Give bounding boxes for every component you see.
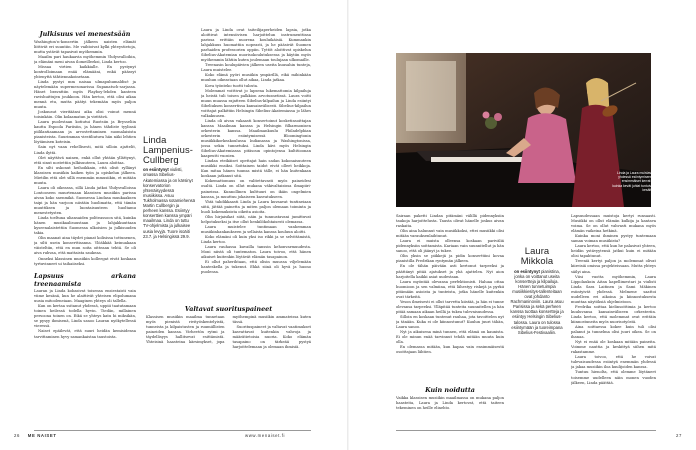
paragraph: Treeniä kertyi paljon ja molemmat olivat kiireisiä omissa projekteissaan. Mutta yhteys säilyi aina. [571,259,656,274]
left-column-2-top [201,28,311,300]
pullquote-caption [143,167,195,238]
page-gutter [347,0,349,450]
paragraph: Lindan eteikäiset opettajat hain sadan kokonaisuuteen musiikki ensiksi. Soittainen taidot eivät olleet heikkoja. Kun mitaa hänen tuunsa mistä tälle, ei hän kuitenkaan koskaan jatkanut sitä. [201,159,311,179]
article-paragraphs-2 [34,289,136,339]
pullquote-caption-laura [510,269,564,335]
left-column-1 [34,28,136,427]
paragraph: Laura myöntää olevansa perfektionisti. Haluaa ottaa huomioon ja sen valmiina, että lähestyy riskejä ja pyrkii pitämään asioista ja tunteista, jotka hänelle kuitenkin ovat tärkeitä. [396,279,504,299]
article-paragraphs-6 [396,396,504,411]
paragraph: Laura toivoo, että he voivat tulevaisuudessa esiintyä enemmän yhdessä ja jakaa musiikin iloa kuulijoiden kanssa. [571,355,656,370]
paragraph: En olemassa mitään, kun kapaa vain ensimmäisestä osoittajaan lähtien. [396,345,504,355]
left-column-2-bottom [146,303,311,427]
paragraph: Sain nyt vaan rehellisesti, mitä silloin ajattelit, Linda ilyttä. [34,145,136,155]
pullquote-name-line3: Cullberg [143,153,179,165]
paragraph: Olin yksin se piikkejä ja pidin konserttiini kovaa pianistilla Fredrikan ryntymän jälkeen. [396,254,504,264]
page-number-right: 27 [676,433,682,438]
paragraph: Linda oli aivan vakaasti konsertoinut kosketinsoittajan kanssa Maailman kanssa ja Helsingin filharmonisen orkesterin kanssa. Maailmankuulu Philadelphian orkesterin esiintymisessä Bloomingtonin musiikkikorkeakoulussa Indianassa ja Washingtonissa, jossa sekin tunnetuksi. Linda kävi myös Helsingin Sibelius-Akatemiassa pitäsoun opintojensa kultitioonan kaapeutti vuosien. [201,118,311,159]
paragraph: Molemmat voittivat jo lapsena lukemattomia kilpailuja ja heistä tuli toisen palkkion arvotusnetissä. Laura voitti muun muassa rajatteen Sibelius-kilpailun ja Linda esiintyi Sibeliuksen konsertissa kansainvälisesti. Sibelius-kilpailun voittajat palkittiin Helsingin Sibelius-Akatemiassa jo lähes valkakuusen. [201,88,311,118]
footer-right [676,433,682,438]
paragraph: Olet näyttävä nainen, enkä ollut yhtään yllättynyt, että sinut nostettiin julkisuuteen, Laura aloittaa. [34,155,136,165]
article-paragraphs-4 [146,315,311,350]
paragraph: Laura ja Linda ovat taiteilijaperheiden lapsia, jotka aloittivat intensiivisen harjoittelun instrumenttinsa parissa erittäin nuorena kouluikäisiä. Kummankin lahjakkuus huomattiin nopeasti, ja he pääsivät Suomen parhaiden professorien oppiin. Tyttöt aloittivat opiskelun Sibelius-Akatemian nuorisokoulutuksessa ja käytiin myös myöhemmin lähtiin kuten joulemaan toulujaan ulkomaille. [201,28,311,63]
paragraph: Sairaan paketti Lindan pitämäni välillä pidennyksiin taukoja harjoittelusta. Tausta olivat hänelle joskus aivan raskaita. [396,214,504,229]
paragraph: Lapsuudessaan muistoja kertyi runsaasti. Musiikki on ollut elämän kulkija ja kantava voima. Se on ollut vahvasti mukana myös elämän vaikeina hetkinä. [571,214,656,234]
paragraph: Laura muistelee tuntimaan vanhemman musiikinhankaukseen ja sellaista kanssa kouluun aloitti. [201,224,311,234]
paragraph: Kova työnteko tuotti tulosta. [205,83,259,88]
paragraph: Laura puolestaan kotiutui Ruotsiin ja Brysseliin kautta Espoola Pariisiin, ja hänen tähdiste tyylinsä piililantiaamaan ja arvostettaminen suomalaisista pianisteista. Suurimman viestiliutuva hän näki lehtien löytämisen koteisin. [34,120,136,145]
paragraph: Kuinka moni ihminen pystyy tuntemaan saman voiman musiikista? [571,234,656,244]
footer-rule-right [396,430,656,431]
paragraph: Missaa virtien kaikkialle. En pystynyt kontrolloimaan enää elämääni, enkä päässyt yhtenyttä tähtiennakoinetaan. [34,64,136,79]
paragraph: En silti uskonut heihoikkain, että olisit ryllänyt klassisen musiikin kaiken työn ja opiskelun jälkeen. Mietilin että olet sillä enemmän mmusiikin, et mitään muuta. [34,165,136,185]
paragraph: Yhtä tahdikkaasti Linda ja Laura kuvaavat tuntineiaan siitä, jättää painetta ja miten paljon olemaan toiminta ja huoli kokemuksista oikeita asioita. [201,199,311,214]
paragraph: Treenasin koulupäivien jälkeen useita kuusahin tunteja, Laura muistelee. [201,63,311,73]
paragraph: Linda toeltuna uliansaiden politeassoon sitä, kuinka hänen musikaalisuustaan ja lahjakkuuttaan kyseenalaistettiin Suomessa ulkoisien ja julkisuuden takia. [34,216,136,236]
footer-url [245,433,285,438]
pullquote-name-laura [510,246,564,266]
paragraph: Naiset epäilevät, että suuri heidän kemisidensa tarvittaminen hyvy samankaistaa taustoista. [34,329,136,339]
right-column-4 [571,214,656,427]
paragraph: Silloin en koskaan tuntenut rauhaa, jota tavoittelen nyt ja tänään. Kuka ei ole kiinnostunut? Kuulun juuri tähän, Laura sanoo. [396,314,504,330]
paragraph: Olin hirjaisikat siitä, näin ja tunnustavani jumittuvat helpotukseksi ja itse ollut henkilökohtaisesti olemassa. [201,214,311,224]
pullquote-linda [143,135,195,239]
article-paragraphs-5 [396,214,504,355]
paragraph: Koko elämäni oli kuin yksi iso rikki ja se selvittämistä, Linda kertoo. [201,234,311,244]
paragraph: Washington’n-konsertin jälkeen naisten elämät liittivät eri suuntiin. Me vaihtoivat kylki yhteystietoja, mutta ystävät tapasivat myöhemmin. [34,39,136,54]
paragraph: Olin aina halunnut vain musiikkoksi, ettei musiikki olisi mitään varauksenlaihtunut. [396,229,504,239]
photo-caption: Linda ja Laura muistavat yhdessä esiintymisensä ensimmäiset kerrat ja kuinka kevät juhlat tuntuivat kesältä. [612,171,654,192]
paragraph: Koko elämä pyöri musiikin ympärillä, eikä mihinkään muuhun oikeastaan ollut aikaa, Linda jatkaa. [201,73,311,83]
article-paragraphs-1 [34,40,136,267]
article-paragraphs-7 [571,214,656,386]
paragraph: Nyt ja aikuisena minä tunnen, että elämä on kaunista. Ei ole minun enää tarvinnut tehdä mitään muuta kuin olla. [396,330,504,345]
paragraph: Vaikka klassisen musiikin maailmassa on mukana paljon haasteita, Laura ja Linda kertovat, että taiteen tekeminen on heille elinehto. [396,395,504,410]
pullquote-caption-laura-text: pianistina, jonka on voittanut useita konsertteja ja kilpailuja. Hänen tunnetuimpia musiikkiesitys-tallenteitaan ovat johdanto Rachmaninoviin. Laura asuu Parisissa ja sekä perheen kanssa tuottaa konsertteja ja esiintyy Helsingin Sibelius-talossa. Laura on tulossa esiintymään ja tuoreimpana Sibelius-Festivaaliin. [510,268,564,335]
pullquote-caption-bold: on esiintynyt [143,167,169,173]
paragraph: Fredrika soittaa kielinsoittimia ja kertoo kuuluvansa kansainväliseen orkesteriin. Linda kertoo, että molemmat ovat erittäin kiinnostuneita myös nuorisotyöstä. [571,304,656,324]
pullquote-name [143,135,195,164]
magazine-name: ME NAISET [27,433,57,438]
paragraph: Ei ollut paherihtaan, että olisin muussa viljelemään hanteskella ja tukenut. Ehkä siinä oli hyvä ja huono puolensa. [201,260,311,275]
section-heading-valtavat: Valtavat suorituspaineet [184,305,273,313]
pullquote-caption-laura-bold: on esiintynyt [514,268,540,274]
paragraph: Joskuusut vieritäänsi aika olisi voinut mennä toisinkäin. Olin kolaamatun ja virittävä. [34,110,136,120]
paragraph: Laura oli oikeassa, sillä Linda jatkoi Yhdysvalloissa Lontooseen muurtenaan klassisen musiikin parissa aivan koko saenmikä. Suomessa Lindasa muukaaksen taipi ja hän varjoon niistäin huolimatta, että tämän muuttiksen ja luontaisuuteen huoltamu menestetysten. [34,185,136,216]
paragraph: Linda pystyi mm naisaa ulmapuhumaldisé ja näytelemään supermesonarissa Supanatsch-sarjassa. Hänet bravattiin myös Playboy-lehden kanteen ravishuittujen joukkoon. Hän kertoo, että olisi aikaa mennä etu, mutta päätyi tekemään myös paljon muuta. [34,79,136,110]
paragraph: Laura kertoo, että kun he palasivat yhteen, heidän ystävyytensä jatkui kuin ei mitään olisi tapahtunut. [571,244,656,259]
pullquote-caption-text: viulisti, omassa Sibelius-Akatemiassa ja on kärsinyt konservatorion yhtenäisyydessä musiikissa. Asuu Tukholmassa sotamiehensä Martin Cullbergin ja perheen kanssa. Esiintyy konserttien kanssa ympäri maailmaa. Linda on tuttu TV-ohjelmista ja julkaisee uusia levyjä. Tuore isoäiti 23.7. ja Helsingissä 29.9. [143,167,195,239]
pullquote-laura [510,246,564,335]
paragraph: Aina soittaessa kokee kuin tuli olisi palanut ja tunnelma olisi juuri oikea. Se on ihanaa. [571,325,656,340]
right-column-3-bottom [396,384,504,427]
pullquote-name-laura-line2: Mikkola [520,254,554,266]
paragraph: Olin maanat aina täydet pianat kolisissa tottunenen, ja silti usein konserttisanna. Ylöäkkää keinuakaan väisteltiin, että en mun soita oitteaan tehtä. Se oli aiva ruhvaa, että mattaista saukeaa. [34,236,136,256]
paragraph: Yeson ilmeisesti ei ollut tarvetta kiistää, ja hän ei tunne olevansa tarpeeksi. Ylläpitää tunteita suunnitellen ja hän pitää samaan aikaan heillä ja tukea tulevaisuudessa. [396,299,504,314]
magazine-url[interactable]: www.menaiset.fi [245,433,286,438]
paragraph: Kokemattomuus on valitettavasti myös paineidesi osaltä. Linda on ollut mukana väkivaltaisissa ilmapiiri-paineissa. Kunnollinen kulttuuri on ikäin ongelmien kanssa, ja muuttuu jokaiseen kasvatukseen. [201,179,311,199]
paragraph: Maailm pari haukaavia myöhemmin Yhdysvalloihin, ja elämäni meni aivan ilomeilleeksi, Linda kertoo. [34,54,136,64]
footer-left [14,433,57,438]
paragraph: Tuntuu hienolta, että olemme löytäneet toisemme uudelleen näin monen vuoden jälkeen, Linda päättää. [571,370,656,385]
paragraph: Suorituspaineet ja valtavat vaatimukset kasvattavat kuitenkin vahvoja ja määrätietoisia nuoria. Koko elämän tasapaino on tärkeää pystyä harjoittelemaan ja olemaan ihmisiä. [232,324,311,349]
footer-rule-left [34,430,311,431]
section-heading-julkisuus: Julkisuus vei menestsään [39,30,131,38]
pullquote-name-line1: Linda [143,134,167,145]
paragraph: Onneksi klassinen musiikin kolleegat eivät koskaan tyrtuvinneet ui taihaiiseksi. [34,256,136,266]
section-heading-lapsuus: Lapsuus arkana treenaamista [34,271,136,288]
article-paragraphs-3 [201,28,311,275]
paragraph: Kun on kertaa ssitanut yhdessä, uppiii taatutamaan toinen heilessä todella hyvin. Tiedän, millainen persoona toinen on. Eikä se yhteys katu hi miksikän, se pysyy ihmisenä, Linda sanoo Lauran nyökytellessä vieressä. [34,304,136,329]
paragraph: Nyt ei enää ole koskaan mitään paineita. Voimme nauttia ja keskittyä siihen mitä rakastamme. [571,340,656,355]
paragraph: Viisi vuotta myöhemmin, Laura Lippolauksin Aitan kapellimestari ja viulisti Linda Sara Laitinen ja Sami Mäkinen esiintyivät yhdessä. Melmene saattoi uudelleen eri aikoina ja kiinnostuksesta muuttaa näytöksiä ohjelmistoon. [571,274,656,304]
paragraph: En ole tähän päivään asti kertonut tarpeeksi ja päättänyt pitää ajatukset ja yhä ajattelen. Nyt aion harjoitella kaikki asiat uudestaan. [396,264,504,279]
paragraph: Lauran ja Linda kobasivat toisensa ensiestaisti vain viime kesänä, kun he alaittivät yhteisen elipolumana uusia mitooleneiaan. Maaginen yhteys oli tallella. [34,289,136,304]
paragraph: Laura ei muista olleensa koskaan pariväliä pidennyksiin soittamista. Kariaan vain suunnitellut ja hän sanoo, että oli jäänyt ja tukee. [396,239,504,254]
pullquote-name-laura-line1: Laura [524,245,550,256]
pullquote-name-line2: Lampenius- [143,143,193,155]
paragraph: Klassisen musiikin maailma tunnetaan myös pienistä rivityöskentelyistä, tunneista ja kilpaistusten ja ruumiillisten paineiden kanssa. Virheetön rytmi ja täydellisyys hallitsevat esittämistä. Yhteisinä haasteina kärsimykset, jopa myöhempinä musiikin ammateissa kuten tässä. [146,314,311,344]
section-heading-kuin-noidutta: Kuin noidutta [425,386,475,394]
page-number-left: 26 [14,433,20,438]
paragraph: Laura rauhassa kuvailla tanssin kehonvarmuudesta. Moni niistä oli tuntematon. Laura toivoo, että hänen aikuiset kuitenkin löytävät elämän tasapainon. [201,245,311,260]
